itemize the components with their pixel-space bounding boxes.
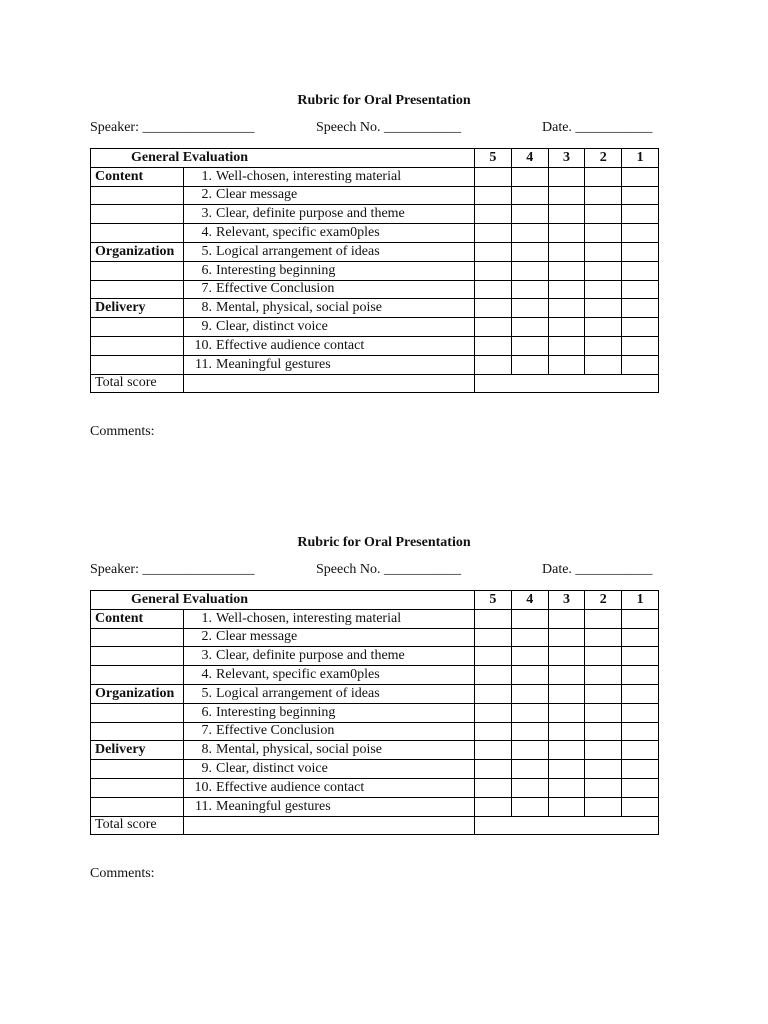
table-row [91,778,659,797]
score-cell-1[interactable] [622,722,659,741]
table-row [91,336,659,355]
general-evaluation-header: General Evaluation [91,591,475,610]
table-row [91,242,659,261]
criterion-number: 11. [195,798,212,814]
criterion-cell [184,684,475,703]
table-header-row [91,149,659,168]
score-cell-5[interactable] [475,261,512,280]
criterion-number: 6. [201,704,212,720]
score-cell-1[interactable] [622,224,659,243]
table-row [91,722,659,741]
score-cell-5[interactable] [475,167,512,186]
criterion-text: Relevant, specific exam0ples [216,225,380,241]
score-cell-4[interactable] [511,336,548,355]
table-row [91,205,659,224]
score-cell-5[interactable] [475,224,512,243]
criterion-cell [184,242,475,261]
score-cell-2[interactable] [585,280,622,299]
criterion-number: 5. [201,243,212,259]
table-row [91,299,659,318]
score-cell-1[interactable] [622,280,659,299]
general-evaluation-header: General Evaluation [91,149,475,168]
score-cell-1[interactable] [622,760,659,779]
score-cell-4[interactable] [511,261,548,280]
score-cell-3[interactable] [548,167,585,186]
category-cell [91,628,184,647]
comments-label: Comments: [90,424,155,439]
criterion-cell [184,666,475,685]
score-cell-2[interactable] [585,797,622,816]
table-row [91,167,659,186]
category-cell [91,647,184,666]
table-row [91,684,659,703]
score-header-3: 3 [548,591,585,610]
category-cell [91,224,184,243]
score-cell-2[interactable] [585,299,622,318]
criterion-number: 9. [201,319,212,335]
criterion-number: 5. [201,685,212,701]
score-cell-2[interactable] [585,261,622,280]
score-cell-2[interactable] [585,722,622,741]
criterion-text: Clear, definite purpose and theme [216,648,405,664]
score-header-3: 3 [548,149,585,168]
criterion-cell [184,336,475,355]
score-cell-2[interactable] [585,666,622,685]
criterion-text: Well-chosen, interesting material [216,610,402,626]
criterion-text: Well-chosen, interesting material [216,168,402,184]
category-cell [91,336,184,355]
score-cell-3[interactable] [548,609,585,628]
score-cell-2[interactable] [585,628,622,647]
total-score-value-cell[interactable] [475,816,659,835]
total-score-row [91,816,659,835]
category-cell: Content [91,167,184,186]
score-cell-4[interactable] [511,778,548,797]
category-cell: Delivery [91,299,184,318]
score-cell-2[interactable] [585,703,622,722]
score-cell-4[interactable] [511,722,548,741]
score-cell-2[interactable] [585,684,622,703]
criterion-text: Effective audience contact [216,779,365,795]
category-cell [91,722,184,741]
score-cell-2[interactable] [585,186,622,205]
score-cell-4[interactable] [511,205,548,224]
category-cell [91,703,184,722]
total-score-row [91,374,659,393]
criterion-text: Clear message [216,187,298,203]
score-cell-2[interactable] [585,741,622,760]
score-cell-3[interactable] [548,186,585,205]
score-cell-2[interactable] [585,760,622,779]
criterion-cell [184,741,475,760]
score-cell-4[interactable] [511,609,548,628]
score-cell-4[interactable] [511,224,548,243]
criterion-text: Clear, distinct voice [216,761,328,777]
score-cell-4[interactable] [511,299,548,318]
criterion-number: 3. [201,206,212,222]
score-cell-4[interactable] [511,280,548,299]
table-row [91,609,659,628]
score-cell-1[interactable] [622,778,659,797]
total-score-value-cell[interactable] [475,374,659,393]
table-row [91,261,659,280]
score-cell-2[interactable] [585,205,622,224]
criterion-number: 3. [201,648,212,664]
criterion-cell [184,186,475,205]
category-cell [91,205,184,224]
date-field[interactable]: Date. ___________ [542,562,653,577]
total-score-label: Total score [91,816,184,835]
evaluation-table [90,590,659,835]
score-cell-5[interactable] [475,186,512,205]
score-cell-5[interactable] [475,703,512,722]
score-header-4: 4 [511,591,548,610]
score-cell-1[interactable] [622,167,659,186]
criterion-number: 1. [201,168,212,184]
score-cell-1[interactable] [622,684,659,703]
score-cell-5[interactable] [475,609,512,628]
score-header-5: 5 [475,591,512,610]
score-cell-2[interactable] [585,318,622,337]
score-header-5: 5 [475,149,512,168]
table-row [91,186,659,205]
criterion-text: Mental, physical, social poise [216,300,383,316]
score-cell-5[interactable] [475,336,512,355]
speaker-field[interactable]: Speaker: ________________ [90,562,255,577]
category-cell: Organization [91,684,184,703]
score-cell-1[interactable] [622,703,659,722]
score-cell-5[interactable] [475,205,512,224]
criterion-text: Relevant, specific exam0ples [216,667,380,683]
table-row [91,666,659,685]
score-cell-5[interactable] [475,797,512,816]
speech-number-field[interactable]: Speech No. ___________ [316,120,462,135]
category-cell [91,186,184,205]
criterion-number: 4. [201,225,212,241]
criterion-text: Interesting beginning [216,262,336,278]
criterion-cell [184,205,475,224]
criterion-number: 1. [201,610,212,626]
score-cell-4[interactable] [511,684,548,703]
total-score-label: Total score [91,374,184,393]
criterion-text: Clear, definite purpose and theme [216,206,405,222]
score-cell-3[interactable] [548,628,585,647]
category-cell: Delivery [91,741,184,760]
criterion-text: Mental, physical, social poise [216,742,383,758]
criterion-cell [184,628,475,647]
score-cell-3[interactable] [548,224,585,243]
score-cell-5[interactable] [475,242,512,261]
criterion-cell [184,778,475,797]
criterion-number: 7. [201,281,212,297]
score-cell-3[interactable] [548,760,585,779]
criterion-number: 6. [201,262,212,278]
score-cell-4[interactable] [511,318,548,337]
table-row [91,760,659,779]
criterion-number: 7. [201,723,212,739]
category-cell [91,760,184,779]
score-cell-3[interactable] [548,205,585,224]
score-cell-5[interactable] [475,741,512,760]
score-cell-5[interactable] [475,355,512,374]
score-cell-5[interactable] [475,684,512,703]
score-cell-1[interactable] [622,336,659,355]
table-row [91,355,659,374]
score-header-2: 2 [585,591,622,610]
score-header-1: 1 [622,591,659,610]
criterion-text: Effective Conclusion [216,723,335,739]
score-cell-1[interactable] [622,299,659,318]
score-header-4: 4 [511,149,548,168]
criterion-number: 4. [201,667,212,683]
score-cell-3[interactable] [548,318,585,337]
criterion-cell [184,318,475,337]
score-cell-3[interactable] [548,242,585,261]
criterion-cell [184,261,475,280]
score-cell-1[interactable] [622,186,659,205]
rubric-form-1 [0,93,768,535]
criterion-text: Interesting beginning [216,704,336,720]
criterion-text: Meaningful gestures [216,798,331,814]
score-cell-3[interactable] [548,280,585,299]
category-cell [91,778,184,797]
score-cell-5[interactable] [475,647,512,666]
criterion-number: 9. [201,761,212,777]
score-cell-3[interactable] [548,647,585,666]
category-cell [91,355,184,374]
score-cell-1[interactable] [622,261,659,280]
criterion-text: Logical arrangement of ideas [216,243,380,259]
score-cell-3[interactable] [548,778,585,797]
rubric-form-2 [0,535,768,977]
score-cell-2[interactable] [585,778,622,797]
category-cell [91,261,184,280]
score-cell-3[interactable] [548,355,585,374]
table-row [91,280,659,299]
score-cell-1[interactable] [622,355,659,374]
score-cell-2[interactable] [585,167,622,186]
table-row [91,741,659,760]
criterion-cell [184,760,475,779]
score-cell-1[interactable] [622,666,659,685]
criterion-number: 10. [194,779,212,795]
score-cell-5[interactable] [475,318,512,337]
criterion-cell [184,609,475,628]
category-cell [91,666,184,685]
score-cell-1[interactable] [622,628,659,647]
criterion-number: 11. [195,356,212,372]
evaluation-table [90,148,659,393]
score-cell-5[interactable] [475,666,512,685]
table-row [91,628,659,647]
score-cell-1[interactable] [622,318,659,337]
score-cell-3[interactable] [548,741,585,760]
total-score-blank-cell [184,374,475,393]
score-cell-1[interactable] [622,741,659,760]
criterion-number: 2. [201,187,212,203]
category-cell: Organization [91,242,184,261]
score-cell-5[interactable] [475,299,512,318]
score-cell-4[interactable] [511,797,548,816]
criterion-number: 2. [201,629,212,645]
score-cell-5[interactable] [475,280,512,299]
score-cell-5[interactable] [475,628,512,647]
category-cell [91,318,184,337]
category-cell [91,797,184,816]
score-cell-3[interactable] [548,336,585,355]
rubric-title: Rubric for Oral Presentation [297,93,471,108]
criterion-text: Clear message [216,629,298,645]
speech-number-field[interactable]: Speech No. ___________ [316,562,462,577]
criterion-text: Clear, distinct voice [216,319,328,335]
criterion-text: Effective Conclusion [216,281,335,297]
score-cell-1[interactable] [622,609,659,628]
score-cell-4[interactable] [511,647,548,666]
score-cell-4[interactable] [511,741,548,760]
criterion-cell [184,703,475,722]
category-cell: Content [91,609,184,628]
score-cell-3[interactable] [548,703,585,722]
score-cell-3[interactable] [548,722,585,741]
criterion-cell [184,299,475,318]
table-row [91,797,659,816]
criterion-number: 8. [201,742,212,758]
score-header-1: 1 [622,149,659,168]
score-cell-1[interactable] [622,242,659,261]
score-cell-2[interactable] [585,355,622,374]
score-cell-4[interactable] [511,242,548,261]
score-cell-3[interactable] [548,684,585,703]
score-cell-2[interactable] [585,609,622,628]
score-cell-5[interactable] [475,778,512,797]
score-cell-4[interactable] [511,186,548,205]
comments-label: Comments: [90,866,155,881]
criterion-text: Meaningful gestures [216,356,331,372]
score-cell-3[interactable] [548,299,585,318]
table-row [91,647,659,666]
score-cell-4[interactable] [511,167,548,186]
score-cell-3[interactable] [548,261,585,280]
score-cell-4[interactable] [511,666,548,685]
criterion-cell [184,224,475,243]
score-cell-2[interactable] [585,242,622,261]
score-cell-4[interactable] [511,760,548,779]
score-cell-4[interactable] [511,628,548,647]
score-cell-1[interactable] [622,797,659,816]
criterion-number: 8. [201,300,212,316]
score-cell-3[interactable] [548,797,585,816]
criterion-text: Logical arrangement of ideas [216,685,380,701]
score-cell-5[interactable] [475,722,512,741]
score-cell-1[interactable] [622,205,659,224]
score-cell-4[interactable] [511,355,548,374]
table-row [91,703,659,722]
criterion-cell [184,280,475,299]
total-score-blank-cell [184,816,475,835]
criterion-cell [184,797,475,816]
score-header-2: 2 [585,149,622,168]
score-cell-4[interactable] [511,703,548,722]
category-cell [91,280,184,299]
score-cell-2[interactable] [585,336,622,355]
criterion-number: 10. [194,337,212,353]
speaker-field[interactable]: Speaker: ________________ [90,120,255,135]
criterion-cell [184,722,475,741]
score-cell-1[interactable] [622,647,659,666]
table-row [91,224,659,243]
score-cell-3[interactable] [548,666,585,685]
score-cell-2[interactable] [585,647,622,666]
score-cell-2[interactable] [585,224,622,243]
date-field[interactable]: Date. ___________ [542,120,653,135]
table-row [91,318,659,337]
criterion-text: Effective audience contact [216,337,365,353]
criterion-cell [184,355,475,374]
table-header-row [91,591,659,610]
criterion-cell [184,647,475,666]
score-cell-5[interactable] [475,760,512,779]
criterion-cell [184,167,475,186]
rubric-title: Rubric for Oral Presentation [297,535,471,550]
